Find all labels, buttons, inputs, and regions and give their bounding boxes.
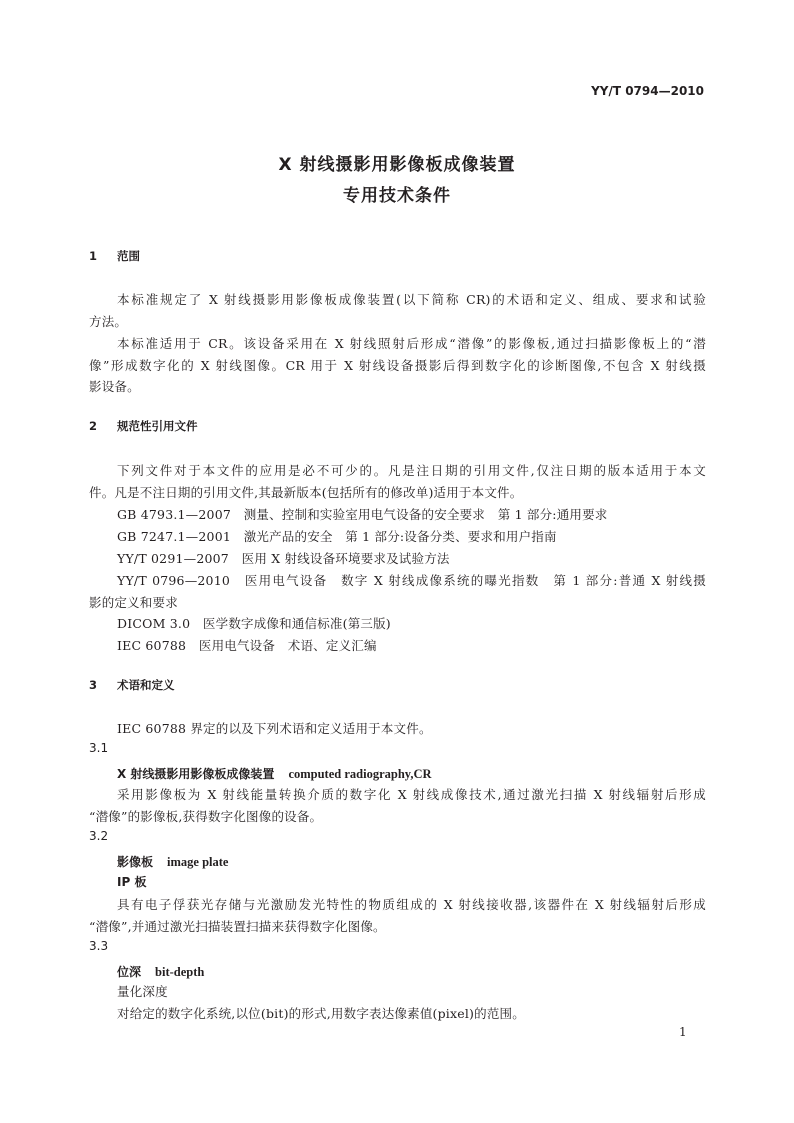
reference-item: YY/T 0796—2010 医用电气设备 数字 X 射线成像系统的曝光指数 第 1 部分:普通 X 射线摄 [117,573,706,588]
section-number: 3 [89,678,98,692]
section-number: 2 [89,419,98,433]
term-name-en: computed radiography,CR [288,767,432,781]
document-title: X 射线摄影用影像板成像装置 [278,155,516,175]
paragraph-line: IEC 60788 界定的以及下列术语和定义适用于本文件。 [117,721,432,736]
paragraph-line: 影设备。 [89,379,140,394]
paragraph-line: 像”形成数字化的 X 射线图像。CR 用于 X 射线设备摄影后得到数字化的诊断图像,不包含 X 射线摄 [89,358,706,373]
term-name-cn: X 射线摄影用影像板成像装置 [117,767,275,781]
definition-line: 对给定的数字化系统,以位(bit)的形式,用数字表达像素值(pixel)的范围。 [117,1006,525,1021]
term-entry [117,763,432,782]
paragraph-line: 方法。 [89,314,128,329]
term-name-cn: 位深 [117,965,142,979]
document-subtitle: 专用技术条件 [343,186,451,206]
definition-line: “潜像”,并通过激光扫描装置扫描来获得数字化图像。 [89,919,386,934]
reference-item: IEC 60788 医用电气设备 术语、定义汇编 [117,638,377,653]
reference-item: YY/T 0291—2007 医用 X 射线设备环境要求及试验方法 [117,551,450,566]
reference-item: GB 4793.1—2007 测量、控制和实验室用电气设备的安全要求 第 1 部分:通用要求 [117,507,608,522]
term-name-en: bit-depth [155,965,205,979]
standard-number: YY/T 0794—2010 [591,84,704,98]
section-heading-scope [89,248,140,264]
term-name-en: image plate [167,855,229,869]
reference-item: GB 7247.1—2001 激光产品的安全 第 1 部分:设备分类、要求和用户指南 [117,529,557,544]
reference-item: DICOM 3.0 医学数字成像和通信标准(第三版) [117,616,391,631]
paragraph-line: 下列文件对于本文件的应用是必不可少的。凡是注日期的引用文件,仅注日期的版本适用于本文 [117,463,706,478]
term-entry [117,851,228,870]
term-name-cn: 影像板 [117,855,154,869]
term-entry [117,961,204,980]
definition-line: 具有电子俘获光存储与光激励发光特性的物质组成的 X 射线接收器,该器件在 X 射线辐射后形成 [117,897,706,912]
paragraph-line: 本标准适用于 CR。该设备采用在 X 射线照射后形成“潜像”的影像板,通过扫描影像板上的“潜 [117,336,706,351]
paragraph-line: 本标准规定了 X 射线摄影用影像板成像装置(以下简称 CR)的术语和定义、组成、要求和试验 [117,292,706,307]
page-number: 1 [679,1025,687,1039]
section-heading-normative-references [89,418,198,434]
definition-line: 采用影像板为 X 射线能量转换介质的数字化 X 射线成像技术,通过激光扫描 X 射线辐射后形成 [117,787,706,802]
section-title: 术语和定义 [117,678,175,692]
definition-line: “潜像”的影像板,获得数字化图像的设备。 [89,809,323,824]
section-title: 范围 [117,249,140,263]
clause-number: 3.2 [89,829,109,843]
section-title: 规范性引用文件 [117,419,198,433]
term-alternative: IP 板 [117,875,147,889]
clause-number: 3.3 [89,939,109,953]
reference-item-continuation: 影的定义和要求 [89,595,178,610]
section-heading-terms [89,677,175,693]
section-number: 1 [89,249,98,263]
clause-number: 3.1 [89,741,109,755]
paragraph-line: 件。凡是不注日期的引用文件,其最新版本(包括所有的修改单)适用于本文件。 [89,485,523,500]
term-alternative: 量化深度 [117,984,168,999]
